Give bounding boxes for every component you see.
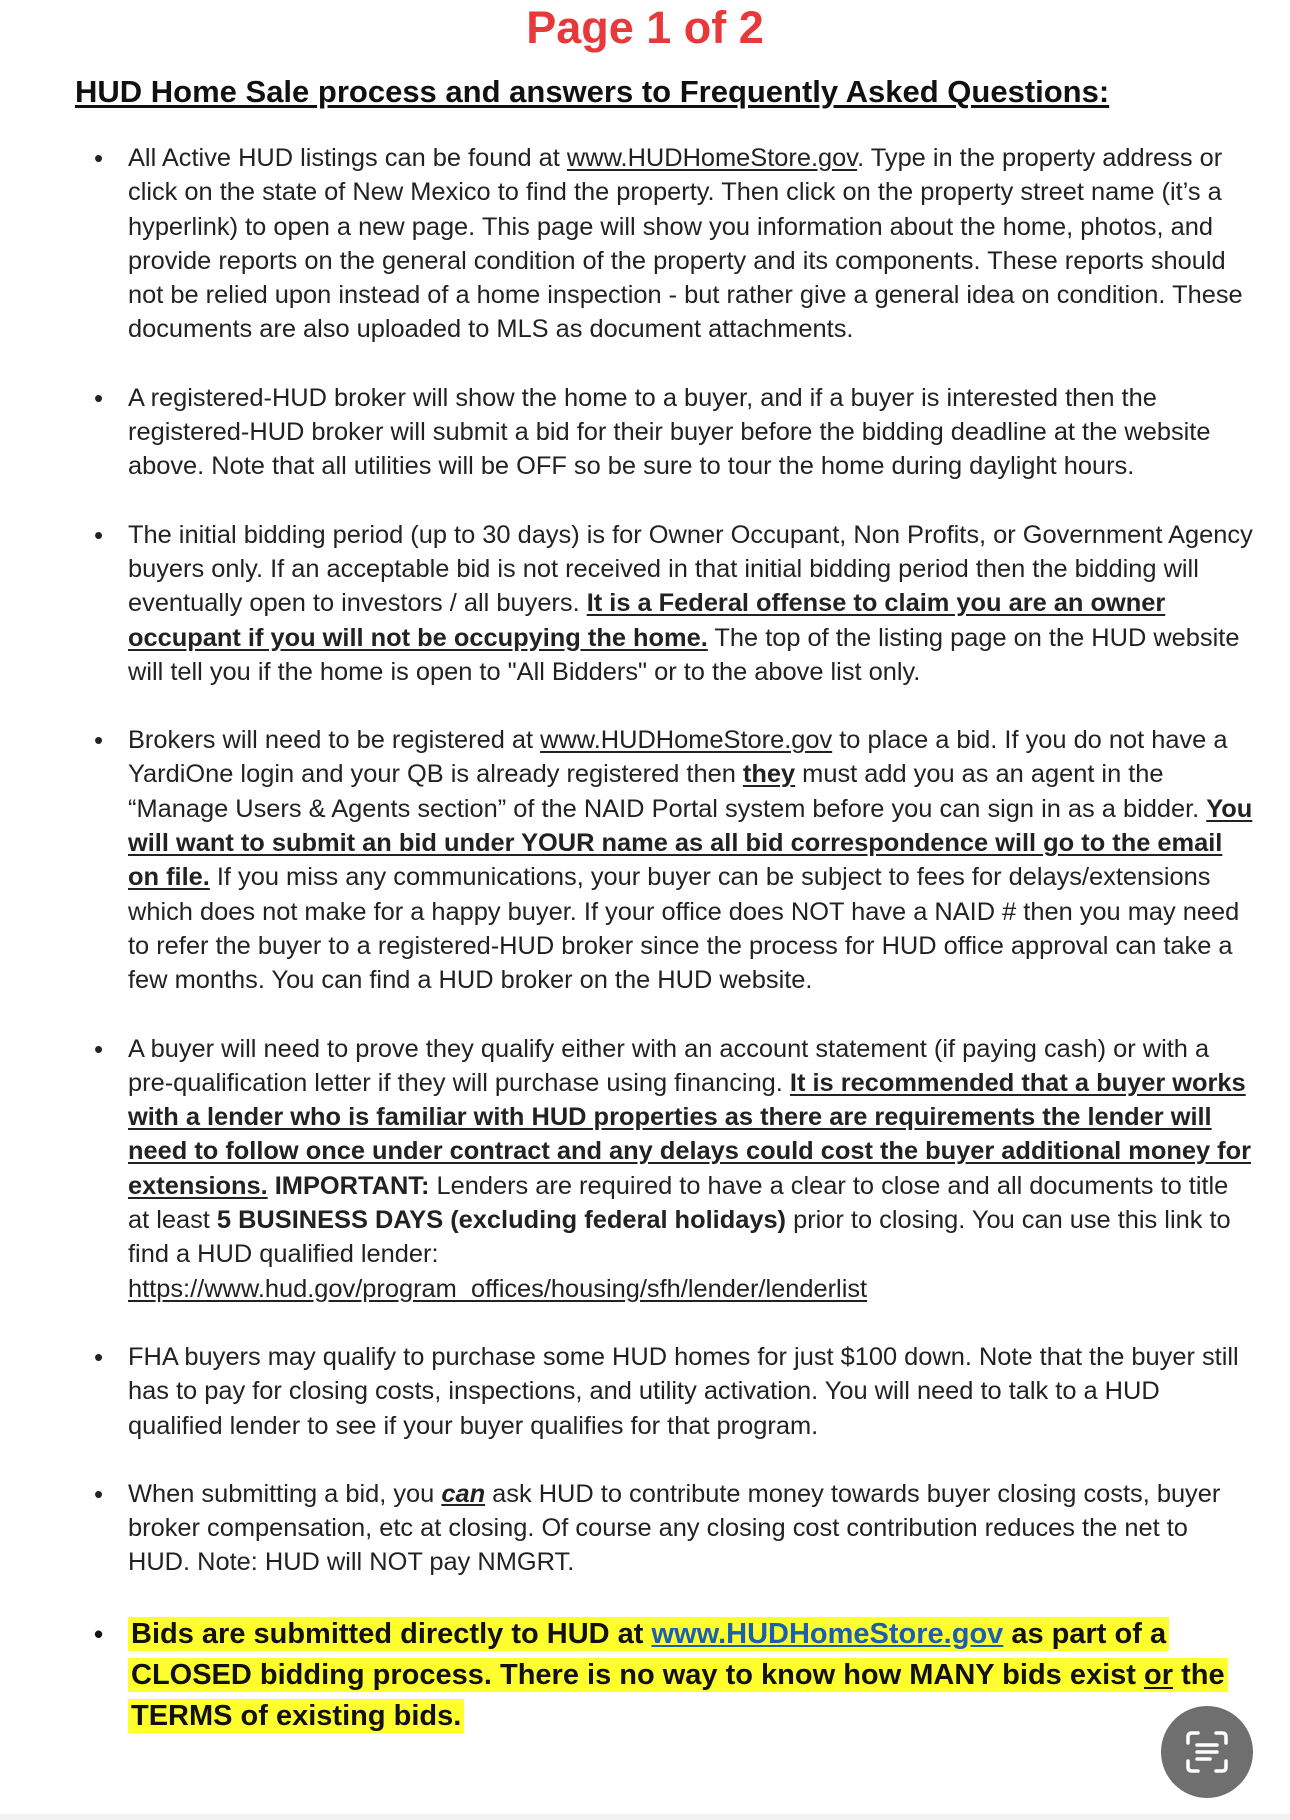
item-text: Lenders are required to have a clear to close and all documents to title at least	[128, 1171, 1229, 1235]
hudhomestore-link[interactable]: www.HUDHomeStore.gov	[566, 144, 858, 172]
item-text: must add you as an agent in the “Manage Users & Agents section” of the NAID Portal system before you can sign in as a bidder.	[128, 760, 1207, 823]
item-text: as part of a CLOSED bidding process. There is no way to know how MANY bids exist	[131, 1617, 1167, 1691]
item-text: A registered-HUD broker will show the home to a buyer, and if a buyer is interested then the registered-HUD broker will submit a bid for their buyer before the bidding deadline at the website above. Note that all utilities will be OFF so be sure to tour the home during daylight hours.	[128, 383, 1211, 481]
page-label: Page 1 of 2	[526, 2, 764, 53]
lender-list-link[interactable]: https://www.hud.gov/program_offices/housing/sfh/lender/lenderlist	[128, 1274, 868, 1303]
item-text: . Type in the property address or click on the state of New Mexico to find the property. Then click on the property street name (it’s a hyperlink) to open a new page. This page will show you information about the home, photos, and provide reports on the general condition of the property and its components. These reports should not be relied upon instead of a home inspection - but rather give a general idea on condition. These documents are also uploaded to MLS as document attachments.	[128, 144, 1243, 344]
lender-recommendation: It is recommended that a buyer works with a lender who is familiar with HUD properties as there are requirements the lender will need to follow once under contract and any delays could cost the buyer additional money for extensions.	[128, 1068, 1252, 1200]
hudhomestore-link[interactable]: www.HUDHomeStore.gov	[651, 1617, 1004, 1650]
item-text: to place a bid. If you do not have a YardiOne login and your QB is already registered then	[128, 726, 1228, 789]
text-scan-button[interactable]	[1161, 1706, 1253, 1798]
list-item-highlighted	[75, 1614, 1255, 1737]
item-text: All Active HUD listings can be found at	[128, 144, 567, 172]
item-text: the TERMS of existing bids.	[131, 1658, 1225, 1732]
emphasis-can: can	[441, 1479, 486, 1508]
item-text: Bids are submitted directly to HUD at	[131, 1617, 652, 1650]
bullet: •	[94, 519, 104, 550]
federal-offense-warning: It is a Federal offense to claim you are an owner occupant if you will not be occupying the home.	[128, 589, 1166, 652]
item-text: The top of the listing page on the HUD website will tell you if the home is open to "All Bidders" or to the above list only.	[128, 623, 1240, 686]
text-scan-icon	[1182, 1727, 1232, 1777]
important-label: IMPORTANT:	[267, 1171, 430, 1200]
emphasis-they: they	[742, 760, 796, 789]
bullet: •	[94, 1341, 104, 1372]
item-text: When submitting a bid, you	[128, 1479, 442, 1508]
bullet: •	[94, 725, 104, 756]
emphasis-or: or	[1144, 1658, 1174, 1691]
item-text: prior to closing. You can use this link to find a HUD qualified lender:	[128, 1206, 1231, 1269]
bullet: •	[94, 382, 104, 413]
bid-name-note: You will want to submit an bid under YOUR name as all bid correspondence will go to the email on file.	[128, 794, 1253, 892]
bullet: •	[94, 1618, 104, 1649]
document-title: HUD Home Sale process and answers to Frequently Asked Questions:	[75, 74, 1110, 109]
list-item	[75, 1340, 1255, 1443]
list-item	[75, 381, 1255, 484]
item-text: FHA buyers may qualify to purchase some HUD homes for just $100 down. Note that the buyer still has to pay for closing costs, inspections, and utility activation. You will need to talk to a HUD qualified lender to see if your buyer qualifies for that program.	[128, 1342, 1239, 1440]
bullet: •	[94, 1478, 104, 1509]
list-item	[75, 141, 1255, 347]
bottom-edge	[0, 1814, 1290, 1820]
hudhomestore-link[interactable]: www.HUDHomeStore.gov	[540, 726, 833, 755]
item-text: A buyer will need to prove they qualify either with an account statement (if paying cash) or with a pre-qualification letter if they will purchase using financing.	[128, 1034, 1210, 1097]
item-text: Brokers will need to be registered at	[128, 726, 541, 755]
list-item	[75, 518, 1255, 689]
bullet: •	[94, 1033, 104, 1064]
list-item	[75, 723, 1255, 997]
item-text: The initial bidding period (up to 30 days) is for Owner Occupant, Non Profits, or Government Agency buyers only. If an acceptable bid is not received in that initial bidding period then the bidding will eventually open to investors / all buyers.	[128, 520, 1253, 618]
bullet: •	[94, 143, 104, 173]
business-days-note: 5 BUSINESS DAYS (excluding federal holidays)	[216, 1206, 787, 1235]
faq-list	[75, 141, 1255, 1771]
item-text: ask HUD to contribute money towards buyer closing costs, buyer broker compensation, etc at closing. Of course any closing cost contribution reduces the net to HUD. Note: HUD will NOT pay NMGRT.	[128, 1479, 1221, 1577]
item-text: If you miss any communications, your buyer can be subject to fees for delays/extensions which does not make for a happy buyer. If your office does NOT have a NAID # then you may need to refer the buyer to a registered-HUD broker since the process for HUD office approval can take a few months. You can find a HUD broker on the HUD website.	[128, 863, 1240, 995]
list-item	[75, 1032, 1255, 1306]
list-item	[75, 1477, 1255, 1580]
